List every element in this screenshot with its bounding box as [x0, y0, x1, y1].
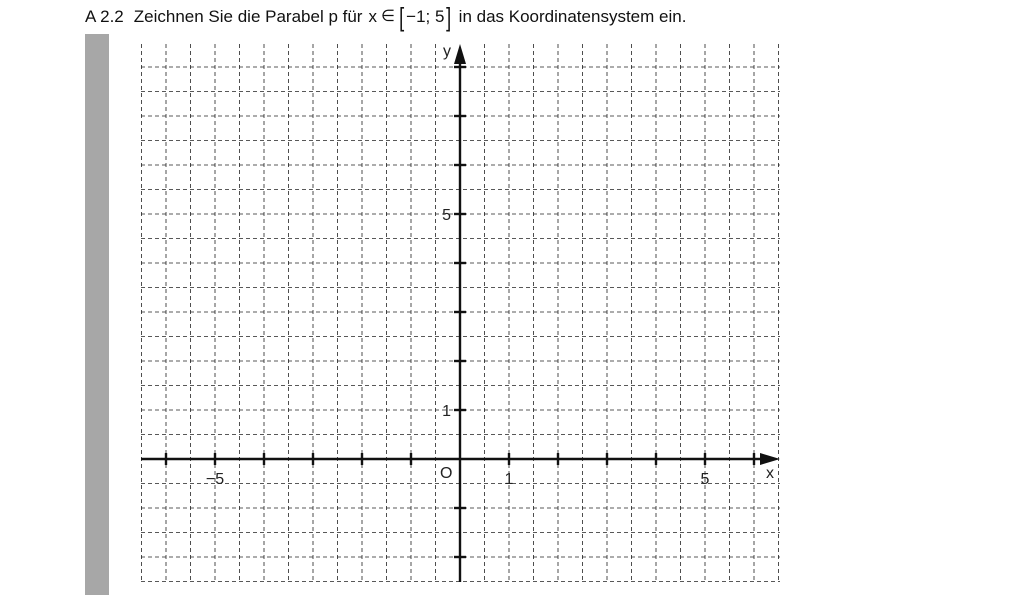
bracket-open: [	[398, 2, 405, 32]
axis-labels	[206, 43, 774, 488]
task-number: A 2.2	[85, 7, 124, 26]
element-of-symbol: ∈	[380, 8, 395, 25]
origin-label: O	[440, 465, 453, 482]
task-text-before: Zeichnen Sie die Parabel p für	[133, 7, 363, 26]
interval-values: −1; 5	[406, 7, 445, 26]
x-tick-label: 1	[504, 471, 514, 488]
x-axis-arrow	[760, 453, 780, 465]
y-axis-arrow	[454, 44, 466, 64]
y-tick-label: 5	[442, 207, 451, 224]
x-tick-label: −5	[205, 471, 225, 488]
y-axis-label: y	[443, 43, 451, 60]
bracket-close: ]	[446, 2, 452, 32]
x-axis-label: x	[766, 465, 774, 482]
y-tick-label: 1	[442, 403, 451, 420]
task-text-after: in das Koordinatensystem ein.	[458, 7, 687, 26]
math-variable: x	[368, 7, 377, 26]
x-tick-label: 5	[700, 471, 710, 488]
